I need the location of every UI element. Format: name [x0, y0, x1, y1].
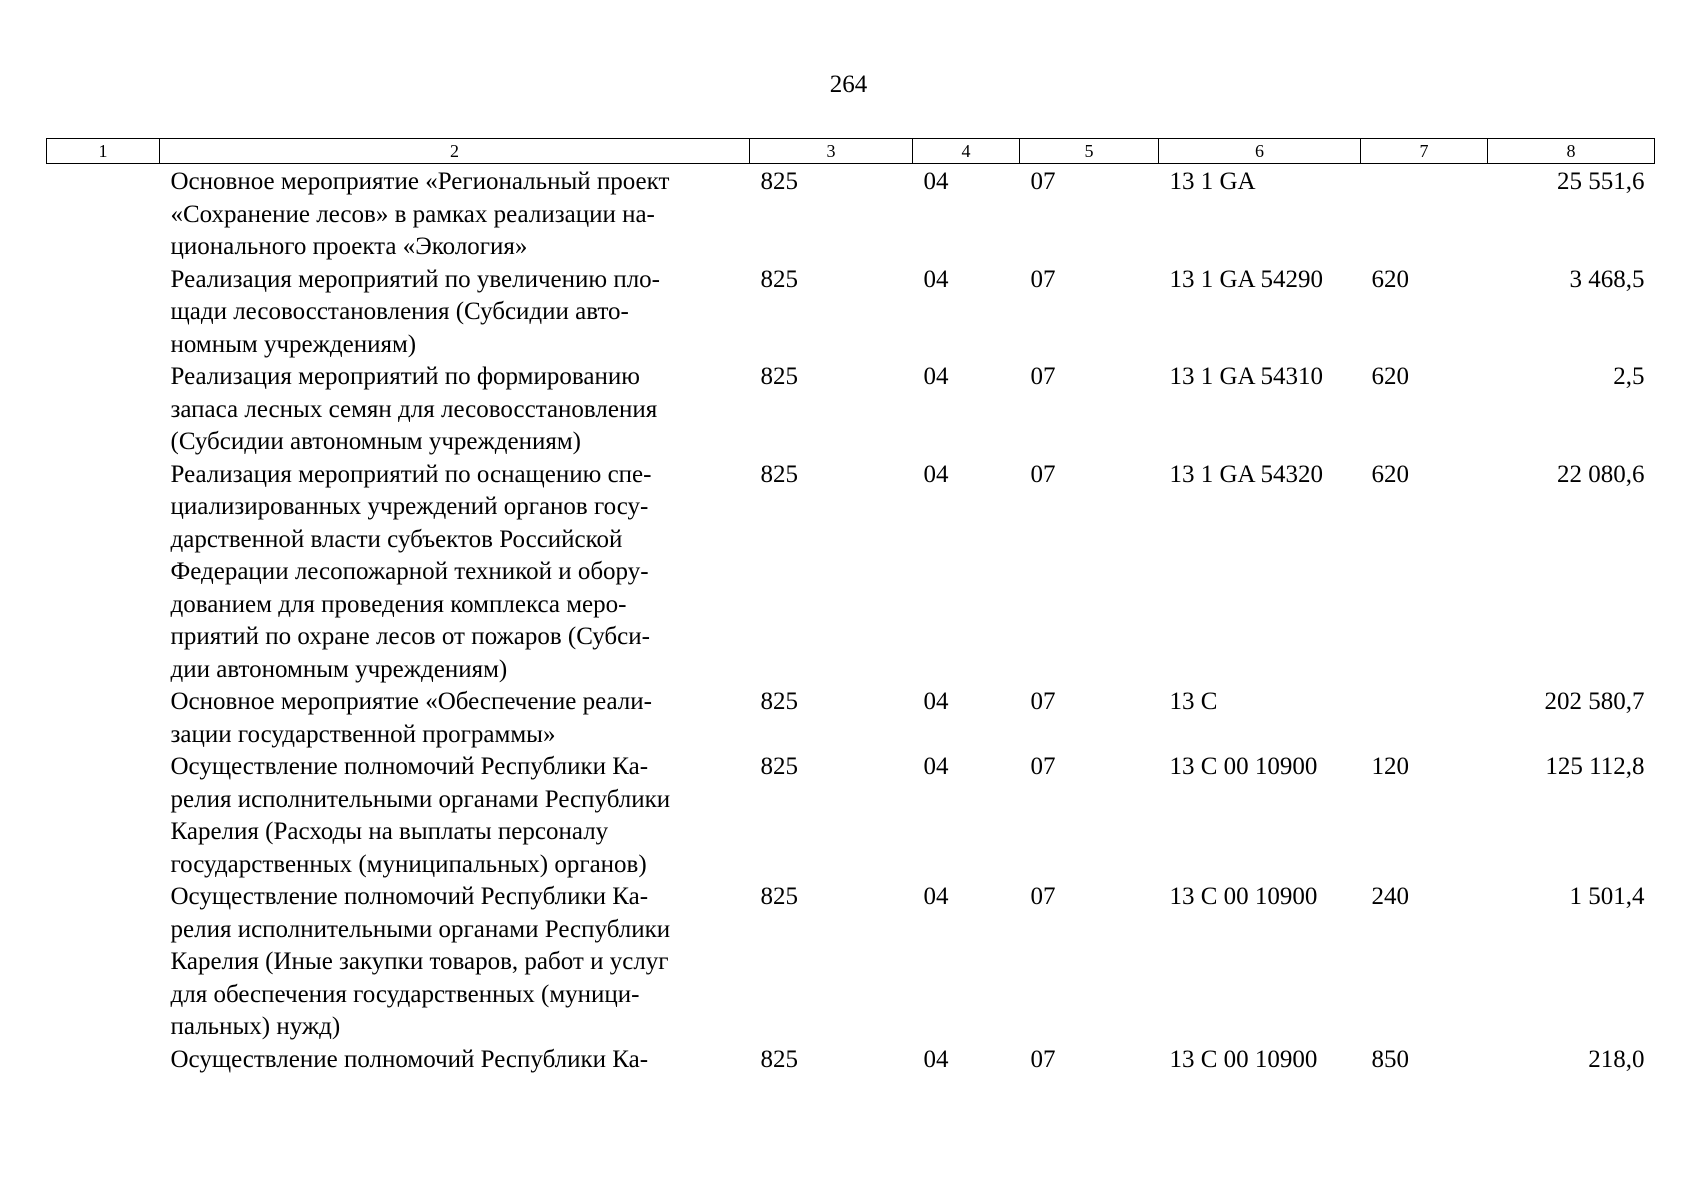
- cell-target-article: 13 1 GA 54320: [1169, 460, 1323, 488]
- table-row: [47, 264, 1655, 362]
- cell-col1: [47, 164, 160, 264]
- description-line: государственных (муниципальных) органов): [170, 850, 647, 878]
- cell-section: 04: [923, 363, 949, 390]
- cell-amount: 2,5: [1613, 363, 1645, 390]
- cell-section: 04: [923, 265, 949, 293]
- table-row: [47, 881, 1655, 1044]
- cell-ministry-code: 825: [760, 688, 798, 715]
- column-header-2: 2: [160, 139, 750, 164]
- cell-subsection: 07: [1030, 168, 1056, 195]
- description-line: Реализация мероприятий по формированию: [170, 363, 640, 390]
- column-header-1: 1: [47, 139, 160, 164]
- column-header-4: 4: [913, 139, 1020, 164]
- cell-ministry-code: 825: [760, 753, 798, 780]
- cell-description: [160, 751, 750, 881]
- description-line: Федерации лесопожарной техникой и обору-: [170, 558, 649, 585]
- description-line: Осуществление полномочий Республики Ка-: [170, 883, 649, 910]
- cell-section: 04: [923, 688, 949, 715]
- cell-target-article: 13 С 00 10900: [1169, 1045, 1318, 1073]
- cell-description: [160, 361, 750, 459]
- description-line: релия исполнительными органами Республики: [170, 785, 671, 813]
- cell-description: [160, 459, 750, 687]
- cell-expense-type: [1361, 164, 1488, 264]
- cell-amount: 25 551,6: [1557, 168, 1645, 195]
- cell-ministry-code: 825: [760, 1045, 798, 1073]
- cell-section: 04: [923, 1045, 949, 1073]
- table-row: [47, 686, 1655, 751]
- cell-amount: 1 501,4: [1569, 883, 1645, 910]
- column-header-8: 8: [1488, 139, 1655, 164]
- column-header-5: 5: [1020, 139, 1159, 164]
- cell-section: 04: [923, 753, 949, 780]
- cell-section: 04: [923, 460, 949, 488]
- cell-target-article: 13 С: [1169, 688, 1218, 715]
- cell-ministry-code: 825: [760, 265, 798, 293]
- budget-table: [46, 138, 1655, 1076]
- cell-section: 04: [923, 168, 949, 195]
- table-row: [47, 751, 1655, 881]
- description-line: релия исполнительными органами Республики: [170, 915, 671, 943]
- cell-col1: [47, 881, 160, 1044]
- page-number: 264: [829, 71, 868, 98]
- description-line: дии автономным учреждениям): [170, 655, 508, 683]
- table-row: [47, 1044, 1655, 1077]
- cell-section: 04: [923, 883, 949, 910]
- description-line: (Субсидии автономным учреждениям): [170, 428, 581, 455]
- table-body: [47, 164, 1655, 1077]
- cell-ministry-code: 825: [760, 168, 798, 195]
- description-line: щади лесовосстановления (Субсидии авто-: [170, 298, 629, 325]
- cell-expense-type: 120: [1371, 753, 1409, 780]
- cell-description: [160, 264, 750, 362]
- description-line: приятий по охране лесов от пожаров (Субси-: [170, 623, 650, 650]
- description-line: запаса лесных семян для лесовосстановления: [170, 395, 658, 423]
- cell-expense-type: [1361, 686, 1488, 751]
- cell-expense-type: 620: [1371, 460, 1409, 488]
- cell-amount: 125 112,8: [1545, 753, 1645, 780]
- cell-subsection: 07: [1030, 363, 1056, 390]
- description-line: Карелия (Расходы на выплаты персоналу: [170, 818, 609, 845]
- column-header-6: 6: [1159, 139, 1361, 164]
- cell-subsection: 07: [1030, 753, 1056, 780]
- description-line: зации государственной программы»: [170, 720, 556, 748]
- cell-target-article: 13 С 00 10900: [1169, 753, 1318, 780]
- cell-expense-type: 620: [1371, 265, 1409, 293]
- cell-subsection: 07: [1030, 265, 1056, 293]
- cell-amount: 218,0: [1588, 1045, 1645, 1073]
- cell-target-article: 13 1 GA 54290: [1169, 265, 1323, 293]
- cell-col1: [47, 459, 160, 687]
- description-line: «Сохранение лесов» в рамках реализации на-: [170, 200, 655, 228]
- cell-amount: 202 580,7: [1544, 688, 1645, 715]
- cell-description: [160, 1044, 750, 1077]
- table-header: [47, 139, 1655, 164]
- description-line: пальных) нужд): [170, 1013, 341, 1040]
- column-header-7: 7: [1361, 139, 1488, 164]
- cell-expense-type: 850: [1371, 1045, 1409, 1073]
- description-line: Реализация мероприятий по оснащению спе-: [170, 460, 652, 488]
- cell-col1: [47, 361, 160, 459]
- description-line: Основное мероприятие «Обеспечение реали-: [170, 688, 652, 715]
- description-line: для обеспечения государственных (муници-: [170, 980, 640, 1008]
- cell-target-article: 13 1 GA: [1169, 168, 1256, 195]
- description-line: Реализация мероприятий по увеличению пло-: [170, 265, 661, 293]
- cell-target-article: 13 С 00 10900: [1169, 883, 1318, 910]
- column-header-3: 3: [750, 139, 913, 164]
- description-line: дарственной власти субъектов Российской: [170, 525, 623, 553]
- cell-target-article: 13 1 GA 54310: [1169, 363, 1323, 390]
- cell-description: [160, 164, 750, 264]
- cell-description: [160, 881, 750, 1044]
- cell-subsection: 07: [1030, 883, 1056, 910]
- cell-ministry-code: 825: [760, 460, 798, 488]
- description-line: циализированных учреждений органов госу-: [170, 493, 649, 520]
- table-row: [47, 164, 1655, 264]
- table-row: [47, 361, 1655, 459]
- cell-subsection: 07: [1030, 1045, 1056, 1073]
- cell-ministry-code: 825: [760, 883, 798, 910]
- description-line: ционального проекта «Экология»: [170, 233, 528, 260]
- cell-col1: [47, 264, 160, 362]
- cell-description: [160, 686, 750, 751]
- cell-col1: [47, 1044, 160, 1077]
- cell-subsection: 07: [1030, 460, 1056, 488]
- table-row: [47, 459, 1655, 687]
- cell-ministry-code: 825: [760, 363, 798, 390]
- cell-expense-type: 240: [1371, 883, 1409, 910]
- description-line: номным учреждениям): [170, 330, 417, 358]
- header-row: [47, 139, 1655, 164]
- description-line: дованием для проведения комплекса меро-: [170, 590, 627, 618]
- description-line: Основное мероприятие «Региональный проект: [170, 168, 670, 195]
- cell-col1: [47, 751, 160, 881]
- description-line: Осуществление полномочий Республики Ка-: [170, 753, 649, 780]
- cell-col1: [47, 686, 160, 751]
- cell-amount: 22 080,6: [1557, 460, 1645, 488]
- cell-expense-type: 620: [1371, 363, 1409, 390]
- description-line: Осуществление полномочий Республики Ка-: [170, 1045, 649, 1073]
- cell-amount: 3 468,5: [1569, 265, 1645, 293]
- cell-subsection: 07: [1030, 688, 1056, 715]
- description-line: Карелия (Иные закупки товаров, работ и услуг: [170, 948, 669, 975]
